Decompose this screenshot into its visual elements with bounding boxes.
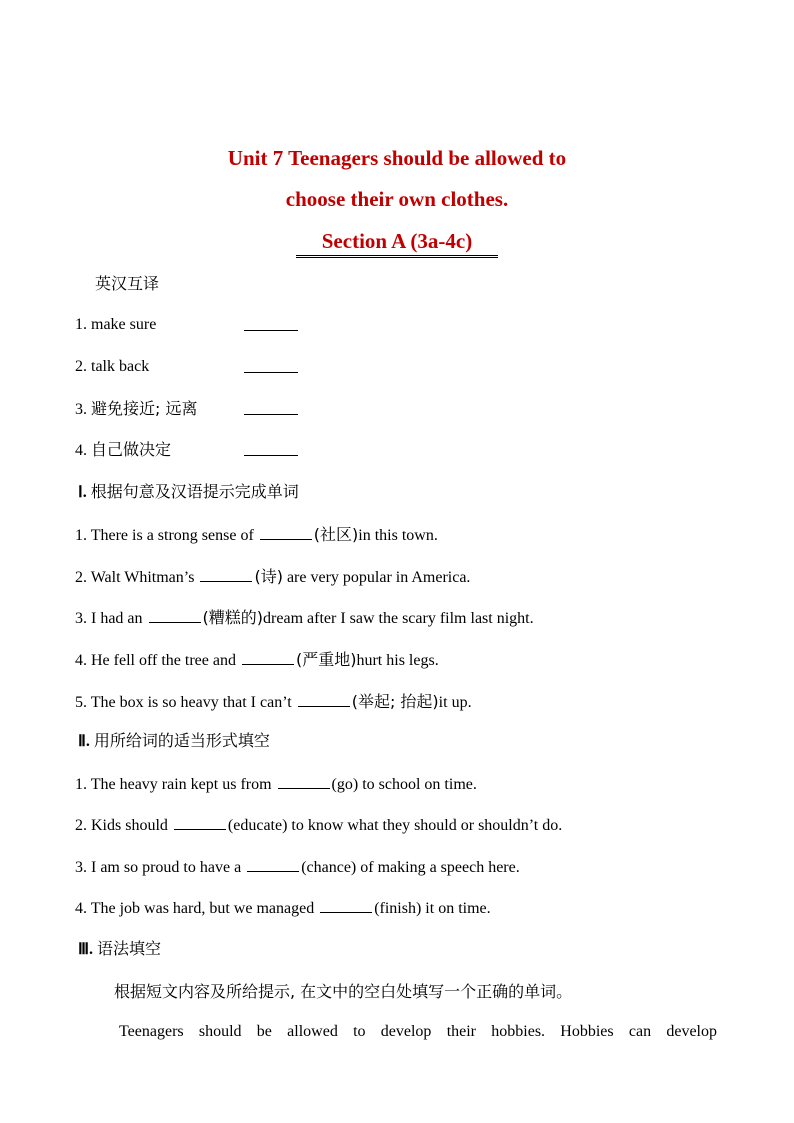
question-text: are very popular in America.: [282, 569, 471, 586]
section-title: Section A (3a-4c): [296, 229, 498, 258]
part2-item: [75, 856, 520, 878]
question-text: it up.: [438, 694, 472, 711]
part1-item: [75, 691, 472, 713]
vocab-text: make sure: [91, 316, 157, 333]
part2-heading-row: [78, 731, 270, 752]
question-text: 3. I had an: [75, 610, 143, 627]
hint-text: (诗): [254, 567, 283, 586]
vocab-num: 1.: [75, 316, 87, 333]
answer-blank[interactable]: [244, 357, 298, 379]
vocab-num: 4.: [75, 442, 87, 459]
question-text: 4. He fell off the tree and: [75, 652, 236, 669]
part1-heading-row: [78, 482, 299, 503]
question-text: 3. I am so proud to have a: [75, 859, 242, 876]
question-text: hurt his legs.: [356, 652, 439, 669]
part1-item: [75, 607, 534, 629]
part3-passage: Teenagers should be allowed to develop their hobbies. Hobbies can develop: [119, 1023, 717, 1040]
hint-text: (糟糕的): [202, 608, 264, 627]
question-text: 1. There is a strong sense of: [75, 527, 254, 544]
vocab-item: [75, 357, 149, 377]
question-text: 1. The heavy rain kept us from: [75, 776, 272, 793]
vocab-num: 3.: [75, 401, 87, 418]
question-text: dream after I saw the scary film last night.: [263, 610, 534, 627]
vocab-text: talk back: [91, 358, 150, 375]
hint-text: (严重地): [295, 650, 357, 669]
vocab-text: 自己做决定: [91, 440, 172, 459]
part2-item: [75, 897, 491, 919]
part2-item: [75, 814, 562, 836]
vocab-text: 避免接近; 远离: [91, 399, 198, 418]
part1-item: [75, 649, 439, 671]
answer-blank[interactable]: [260, 524, 312, 540]
question-text: (finish) it on time.: [374, 900, 491, 917]
part3-heading-row: [78, 939, 161, 960]
part3-heading: 语法填空: [97, 939, 162, 958]
part1-item: [75, 566, 470, 588]
answer-blank[interactable]: [244, 315, 298, 337]
question-text: 4. The job was hard, but we managed: [75, 900, 315, 917]
part3-instruction: 根据短文内容及所给提示, 在文中的空白处填写一个正确的单词。: [114, 982, 573, 1001]
answer-blank[interactable]: [242, 649, 294, 665]
answer-blank[interactable]: [149, 607, 201, 623]
title-line-1: Unit 7 Teenagers should be allowed to: [227, 146, 567, 170]
part2-item: [75, 773, 477, 795]
part1-roman: Ⅰ.: [78, 484, 87, 501]
question-text: 2. Walt Whitman’s: [75, 569, 195, 586]
part2-roman: Ⅱ.: [78, 733, 90, 750]
answer-blank[interactable]: [320, 897, 372, 913]
answer-blank[interactable]: [298, 691, 350, 707]
answer-blank[interactable]: [244, 399, 298, 421]
vocab-item: [75, 440, 171, 461]
question-text: 2. Kids should: [75, 817, 168, 834]
question-text: (go) to school on time.: [331, 776, 477, 793]
part2-heading: 用所给词的适当形式填空: [93, 731, 270, 750]
answer-blank[interactable]: [200, 566, 252, 582]
vocab-heading: 英汉互译: [95, 274, 160, 293]
vocab-num: 2.: [75, 358, 87, 375]
hint-text: (社区): [313, 525, 359, 544]
question-text: 5. The box is so heavy that I can’t: [75, 694, 292, 711]
answer-blank[interactable]: [244, 440, 298, 462]
section-title-wrap: [0, 229, 794, 258]
question-text: (chance) of making a speech here.: [301, 859, 520, 876]
title-line-2: choose their own clothes.: [285, 187, 509, 211]
question-text: (educate) to know what they should or shouldn’t do.: [227, 817, 563, 834]
part1-item: [75, 524, 438, 546]
hint-text: (举起; 抬起): [351, 692, 439, 711]
answer-blank[interactable]: [278, 773, 330, 789]
vocab-item: [75, 399, 197, 420]
part1-heading: 根据句意及汉语提示完成单词: [90, 482, 299, 501]
answer-blank[interactable]: [174, 814, 226, 830]
part3-roman: Ⅲ.: [78, 941, 94, 958]
answer-blank[interactable]: [247, 856, 299, 872]
question-text: in this town.: [358, 527, 438, 544]
vocab-item: [75, 315, 156, 335]
